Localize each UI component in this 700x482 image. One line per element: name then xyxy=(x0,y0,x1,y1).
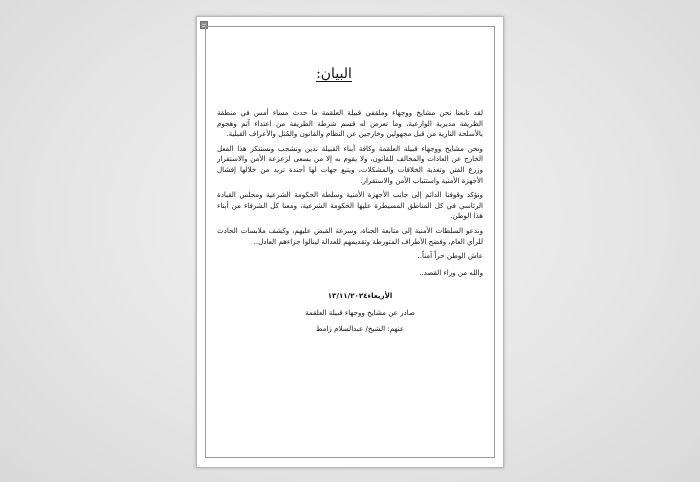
paragraph-support: ونؤكد وقوفنا الدائم إلى جانب الأجهزة الأمنية وسلطة الحكومة الشرعية ومجلس القيادة الرئاسي في كل المناطق المسيطرة عليها الحكومة الشرعية، ومعنا كل الشرفاء من أبناء هذا الوطن. xyxy=(217,190,483,221)
paragraph-denounce: ونحن مشايخ ووجهاء قبيلة العلقمة وكافة أبناء القبيلة ندين ونشجب ونستنكر هذا الفعل الخارج عن العادات والمخالف للقانون، ولا يقوم به إلا من يسعى لزعزعة الأمن والاستقرار وزرع الفتن وتغذية الخلافات والمشكلات، ويتبع جهات لها أجندة تريد من خلالها إفشال الأجهزة الأمنية واستتباب الأمن والاستقرار. xyxy=(217,143,483,185)
document-page xyxy=(196,16,504,468)
document-content xyxy=(217,63,483,341)
statement-title-text: البيان: xyxy=(316,66,352,82)
statement-title xyxy=(217,63,483,82)
signature-issuer: صادر عن مشايخ ووجهاء قبيلة العلقمة xyxy=(305,307,415,317)
signature-date: الأربعاء١٣/١١/٢٠٢٤ xyxy=(327,291,393,301)
signature-block xyxy=(217,291,483,335)
signature-on-behalf: عنهم: الشيخ/ عبدالسلام زامط xyxy=(315,324,405,334)
closing-line-homeland: عاش الوطن حراً آمناً.. xyxy=(417,251,483,261)
paragraph-call-to-action: وندعو السلطات الأمنية إلى متابعة الجناة، وسرعة القبض عليهم، وكشف ملابسات الحادث للرأي العام، وفضح الأطراف المتورطة وتقديمهم للعدالة لينالوا جزاءهم العادل.. xyxy=(217,225,483,246)
paragraph-condemnation-intro: لقد تابعنا نحن مشايخ ووجهاء وملقفي قبيلة العلقمة ما حدث مساء أمس في منطقة الظريفة مديرية الوازعية، وما تعرض له قسم شرطة الظريفة من اعتداء آثم وهجوم بالأسلحة النارية من قبل مجهولين وخارجين عن النظام والقانون والمُثل والأعراف القبلية. xyxy=(217,108,483,139)
closing-line-intent: والله من وراء القصد.. xyxy=(419,267,483,277)
